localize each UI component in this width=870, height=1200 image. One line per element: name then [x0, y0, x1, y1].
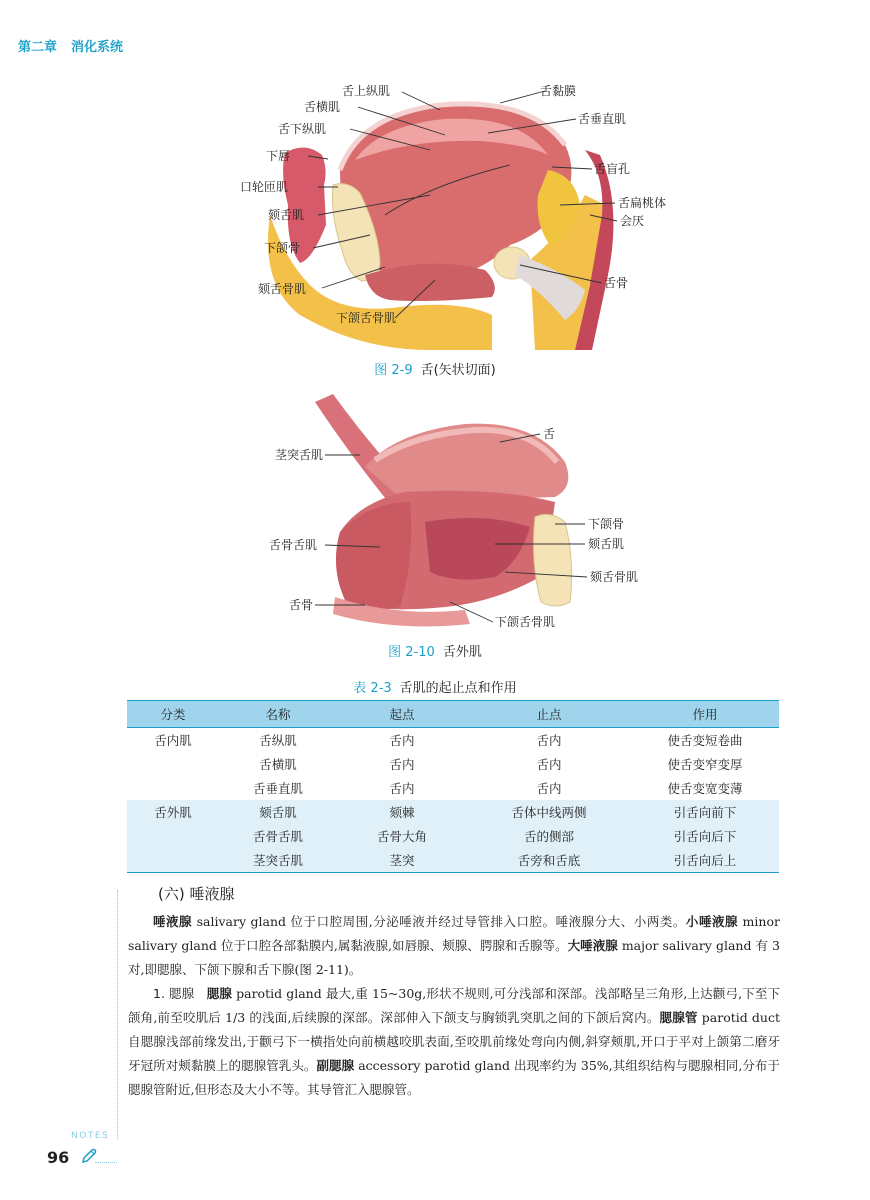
table-cell: 舌内 [389, 781, 415, 796]
table-cell: 舌横肌 [259, 757, 297, 772]
column-header: 作用 [631, 701, 779, 728]
figure-extrinsic-muscles [265, 392, 655, 637]
figure-number: 图 2-9 [374, 363, 413, 378]
table-cell: 使舌变窄变厚 [667, 757, 743, 772]
tongue-sagittal-illustration [230, 75, 680, 350]
label-styloglossus: 茎突舌肌 [275, 448, 324, 462]
table-row [127, 752, 779, 776]
table-caption [0, 677, 870, 696]
term: 副腮腺 [316, 1058, 355, 1073]
page-number: 96 [47, 1148, 70, 1167]
term: 小唾液腺 [685, 914, 739, 929]
label-mandible: 下颌骨 [264, 241, 301, 255]
table-cell [127, 848, 219, 873]
table-row [127, 800, 779, 824]
table-cell: 舌体中线两侧 [467, 800, 631, 824]
pen-icon [80, 1147, 98, 1169]
table-row [127, 776, 779, 800]
body-text [128, 910, 780, 1102]
table-row [127, 728, 779, 753]
table-cell [127, 776, 219, 800]
table-header-row [127, 701, 779, 728]
label-sup-long-muscle: 舌上纵肌 [342, 84, 391, 98]
label-mandible: 下颌骨 [588, 517, 625, 531]
column-header: 起点 [337, 701, 467, 728]
column-header: 分类 [127, 701, 219, 728]
label-lower-lip: 下唇 [266, 149, 291, 163]
notes-margin-line [117, 890, 118, 1140]
figure-title: 舌外肌 [442, 645, 482, 660]
label-mylohyoid: 下颌舌骨肌 [336, 311, 397, 325]
label-mucosa: 舌黏膜 [540, 84, 577, 98]
label-foramen-cecum: 舌盲孔 [594, 162, 631, 176]
text-run: parotid gland 最大,重 15~30g,形状不规则,可分浅部和深部。浅部略呈三角形,上达颧弓,下至下颌角,前至咬肌后 1/3 的浅面,后续腺的深部。深部伸入下颌支与胸锁乳突肌之间的下颌后窝内。 [128, 986, 781, 1025]
table-cell: 茎突舌肌 [219, 848, 337, 873]
label-geniohyoid: 颏舌骨肌 [590, 570, 639, 584]
text-run: parotid duct 自腮腺浅部前缘发出,于颧弓下一横指处向前横越咬肌表面,至咬肌前缘处弯向内侧,斜穿颊肌,开口于平对上颌第二磨牙牙冠所对颊黏膜上的腮腺管乳头。 [128, 1010, 780, 1073]
chapter-title: 消化系统 [71, 40, 124, 55]
table-cell: 舌内 [389, 733, 415, 748]
table-number: 表 2-3 [353, 681, 392, 696]
label-transverse-muscle: 舌横肌 [304, 100, 341, 114]
figure-number: 图 2-10 [388, 645, 435, 660]
footer-divider [95, 1162, 117, 1163]
table-cell: 舌内 [389, 757, 415, 772]
table-cell: 舌内肌 [154, 733, 192, 748]
extrinsic-muscles-illustration [265, 392, 655, 637]
table-cell [127, 752, 219, 776]
text-run: salivary gland 位于口腔周围,分泌唾液并经过导管排入口腔。唾液腺分大、小两类。 [192, 914, 686, 929]
table-cell: 引舌向后上 [631, 848, 779, 873]
label-lingual-tonsil: 舌扁桃体 [618, 196, 667, 210]
label-inf-long-muscle: 舌下纵肌 [278, 122, 327, 136]
table-cell: 颏棘 [337, 800, 467, 824]
table-cell: 舌骨舌肌 [219, 824, 337, 848]
table-cell: 使舌变宽变薄 [667, 781, 743, 796]
table-cell: 引舌向后下 [631, 824, 779, 848]
chapter-number: 第二章 [18, 40, 58, 55]
label-hyoid: 舌骨 [604, 276, 629, 290]
figure-title: 舌(矢状切面) [420, 363, 496, 378]
figure-caption-2-10 [0, 641, 870, 660]
table-cell: 舌内 [536, 757, 562, 772]
label-genioglossus: 颏舌肌 [268, 208, 305, 222]
text-run: accessory parotid gland 出现率约为 35%,其组织结构与腮腺相同,分布于腮腺管附近,但形态及大小不等。其导管汇入腮腺管。 [128, 1058, 780, 1097]
label-geniohyoid: 颏舌骨肌 [258, 282, 307, 296]
text-run: minor salivary gland 位于口腔各部黏膜内,属黏液腺,如唇腺、颊腺、腭腺和舌腺等。 [128, 914, 780, 953]
table-cell: 舌骨大角 [337, 824, 467, 848]
term: 唾液腺 [153, 914, 193, 929]
table-cell: 舌的侧部 [467, 824, 631, 848]
table-cell: 舌纵肌 [259, 733, 297, 748]
table-cell: 茎突 [337, 848, 467, 873]
table-cell: 舌外肌 [127, 800, 219, 824]
table-cell: 舌内 [536, 781, 562, 796]
column-header: 名称 [219, 701, 337, 728]
label-mylohyoid: 下颌舌骨肌 [495, 615, 556, 629]
table-cell: 引舌向前下 [631, 800, 779, 824]
figure-tongue-sagittal [230, 75, 680, 350]
term: 大唾液腺 [567, 938, 618, 953]
paragraph [128, 982, 780, 1102]
table-row [127, 848, 779, 873]
table-cell: 颏舌肌 [219, 800, 337, 824]
section-heading: (六) 唾液腺 [158, 885, 235, 903]
paragraph [128, 910, 780, 982]
label-genioglossus: 颏舌肌 [588, 537, 625, 551]
running-header [18, 36, 137, 55]
label-orbicularis: 口轮匝肌 [240, 180, 289, 194]
column-header: 止点 [467, 701, 631, 728]
notes-label: NOTES [71, 1131, 110, 1141]
text-run: major salivary gland 有 3 对,即腮腺、下颌下腺和舌下腺(图 2-11)。 [128, 938, 780, 977]
subheading: 1. 腮腺 [153, 986, 195, 1001]
term: 腮腺管 [659, 1010, 698, 1025]
table-cell: 舌旁和舌底 [467, 848, 631, 873]
table-cell: 使舌变短卷曲 [667, 733, 743, 748]
table-cell: 舌垂直肌 [252, 781, 303, 796]
table-cell [127, 824, 219, 848]
table-cell: 舌内 [536, 733, 562, 748]
table-title: 舌肌的起止点和作用 [399, 681, 517, 696]
label-hyoglossus: 舌骨舌肌 [269, 538, 318, 552]
table-row [127, 824, 779, 848]
label-hyoid: 舌骨 [289, 598, 314, 612]
figure-caption-2-9 [0, 359, 870, 378]
label-vertical-muscle: 舌垂直肌 [578, 112, 627, 126]
label-tongue: 舌 [543, 427, 556, 441]
tongue-muscles-table [127, 700, 779, 873]
term: 腮腺 [206, 986, 232, 1001]
label-epiglottis: 会厌 [620, 214, 645, 228]
